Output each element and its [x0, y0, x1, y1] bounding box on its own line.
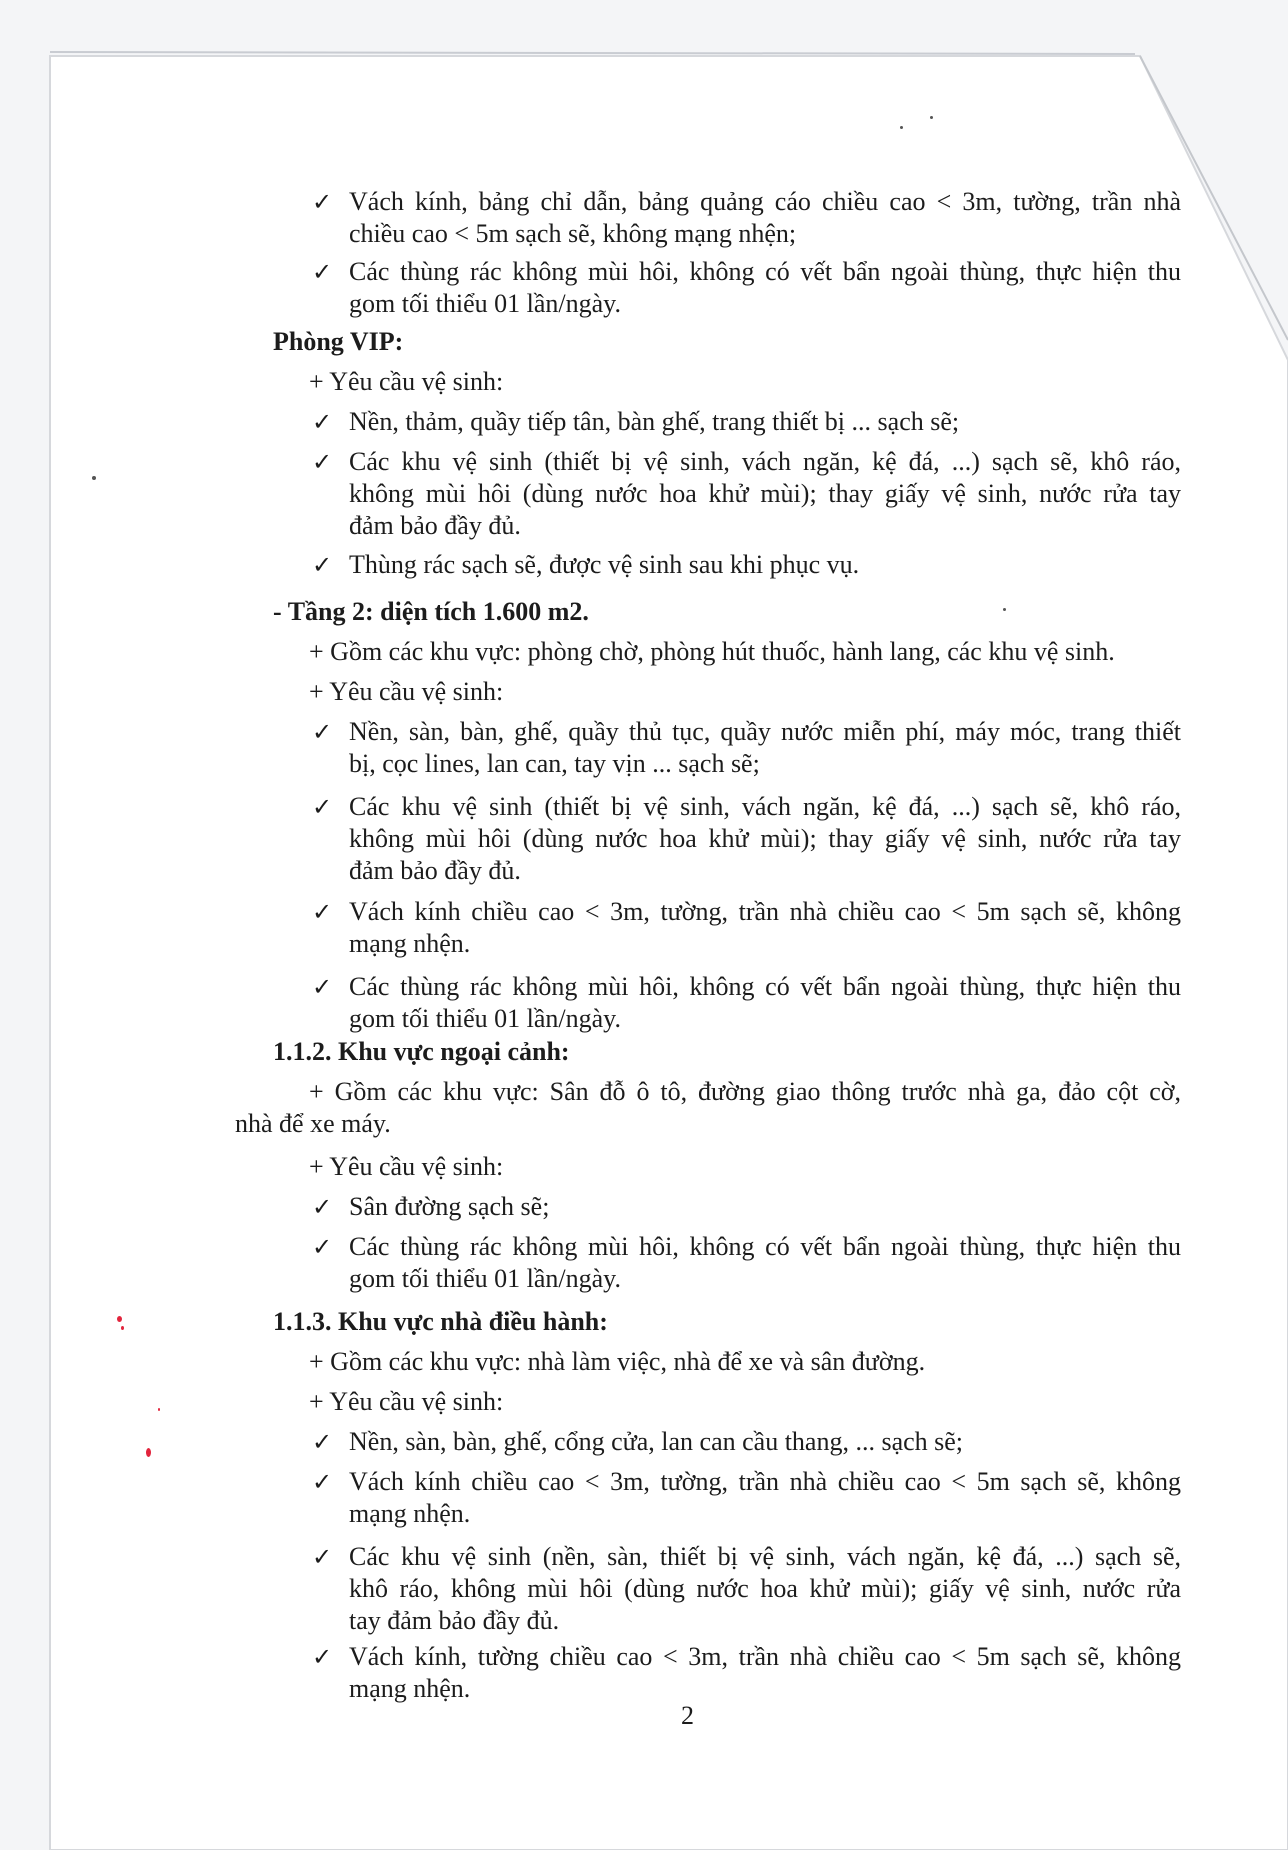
text-line: Vách kính, tường chiều cao < 3m, trần nhà chiều cao < 5m sạch sẽ, không [349, 1642, 1181, 1671]
checkmark-icon: ✓ [312, 188, 333, 216]
text-line: nhà để xe máy. [235, 1109, 391, 1138]
text-line: Sân đường sạch sẽ; [349, 1192, 550, 1221]
red-ink-mark [146, 1448, 151, 1457]
heading-text: Phòng VIP: [273, 327, 404, 356]
red-ink-mark [158, 1408, 160, 1411]
checkmark-icon: ✓ [312, 1233, 333, 1261]
text-line: bị, cọc lines, lan can, tay vịn ... sạch sẽ; [349, 749, 760, 778]
text-line: đảm bảo đầy đủ. [349, 856, 521, 885]
text-line: + Yêu cầu vệ sinh: [309, 367, 504, 396]
text-line: Các thùng rác không mùi hôi, không có vết bẩn ngoài thùng, thực hiện thu [349, 972, 1181, 1001]
text-line: + Gồm các khu vực: phòng chờ, phòng hút thuốc, hành lang, các khu vệ sinh. [309, 637, 1115, 666]
text-line: mạng nhện. [349, 1499, 471, 1528]
scan-speck [930, 116, 933, 119]
page-number: 2 [681, 1701, 694, 1730]
text-line: Các thùng rác không mùi hôi, không có vết bẩn ngoài thùng, thực hiện thu [349, 257, 1181, 286]
text-line: + Yêu cầu vệ sinh: [309, 1152, 504, 1181]
text-line: Các khu vệ sinh (thiết bị vệ sinh, vách ngăn, kệ đá, ...) sạch sẽ, khô ráo, [349, 447, 1181, 476]
checkmark-icon: ✓ [312, 718, 333, 746]
text-line: + Gồm các khu vực: Sân đỗ ô tô, đường giao thông trước nhà ga, đảo cột cờ, [309, 1077, 1181, 1106]
text-line: Các khu vệ sinh (thiết bị vệ sinh, vách ngăn, kệ đá, ...) sạch sẽ, khô ráo, [349, 792, 1181, 821]
text-line: Thùng rác sạch sẽ, được vệ sinh sau khi phục vụ. [349, 550, 860, 579]
scan-speck [1003, 608, 1006, 611]
text-line: đảm bảo đầy đủ. [349, 511, 521, 540]
text-line: mạng nhện. [349, 929, 471, 958]
heading-text: 1.1.3. Khu vực nhà điều hành: [273, 1307, 608, 1336]
text-line: + Gồm các khu vực: nhà làm việc, nhà để xe và sân đường. [309, 1347, 926, 1376]
checkmark-icon: ✓ [312, 793, 333, 821]
scan-speck [900, 126, 903, 129]
heading-text: 1.1.2. Khu vực ngoại cảnh: [273, 1037, 570, 1066]
text-line: Nền, sàn, bàn, ghế, quầy thủ tục, quầy nước miễn phí, máy móc, trang thiết [349, 717, 1181, 746]
text-line: + Yêu cầu vệ sinh: [309, 677, 504, 706]
checkmark-icon: ✓ [312, 258, 333, 286]
red-ink-mark [121, 1326, 124, 1330]
text-line: Nền, thảm, quầy tiếp tân, bàn ghế, trang thiết bị ... sạch sẽ; [349, 407, 960, 436]
text-line: không mùi hôi (dùng nước hoa khử mùi); thay giấy vệ sinh, nước rửa tay [349, 824, 1181, 853]
text-line: + Yêu cầu vệ sinh: [309, 1387, 504, 1416]
red-ink-mark [117, 1316, 122, 1322]
text-line: Các thùng rác không mùi hôi, không có vết bẩn ngoài thùng, thực hiện thu [349, 1232, 1181, 1261]
text-line: không mùi hôi (dùng nước hoa khử mùi); thay giấy vệ sinh, nước rửa tay [349, 479, 1181, 508]
text-line: mạng nhện. [349, 1674, 471, 1703]
checkmark-icon: ✓ [312, 1543, 333, 1571]
checkmark-icon: ✓ [312, 898, 333, 926]
text-line: Vách kính chiều cao < 3m, tường, trần nhà chiều cao < 5m sạch sẽ, không [349, 897, 1181, 926]
text-line: Vách kính chiều cao < 3m, tường, trần nhà chiều cao < 5m sạch sẽ, không [349, 1467, 1181, 1496]
checkmark-icon: ✓ [312, 1468, 333, 1496]
text-line: Nền, sàn, bàn, ghế, cổng cửa, lan can cầu thang, ... sạch sẽ; [349, 1427, 964, 1456]
heading-text: - Tầng 2: diện tích 1.600 m2. [273, 597, 589, 626]
scan-speck [92, 476, 96, 480]
text-line: gom tối thiểu 01 lần/ngày. [349, 1264, 621, 1293]
checkmark-icon: ✓ [312, 551, 333, 579]
checkmark-icon: ✓ [312, 1193, 333, 1221]
checkmark-icon: ✓ [312, 1428, 333, 1456]
text-line: gom tối thiểu 01 lần/ngày. [349, 289, 621, 318]
text-line: Vách kính, bảng chỉ dẫn, bảng quảng cáo chiều cao < 3m, tường, trần nhà [349, 187, 1181, 216]
text-line: gom tối thiểu 01 lần/ngày. [349, 1004, 621, 1033]
text-line: chiều cao < 5m sạch sẽ, không mạng nhện; [349, 219, 797, 248]
checkmark-icon: ✓ [312, 408, 333, 436]
text-line: tay đảm bảo đầy đủ. [349, 1606, 560, 1635]
checkmark-icon: ✓ [312, 448, 333, 476]
checkmark-icon: ✓ [312, 973, 333, 1001]
text-line: Các khu vệ sinh (nền, sàn, thiết bị vệ sinh, vách ngăn, kệ đá, ...) sạch sẽ, [349, 1542, 1181, 1571]
checkmark-icon: ✓ [312, 1643, 333, 1671]
text-line: khô ráo, không mùi hôi (dùng nước hoa khử mùi); giấy vệ sinh, nước rửa [349, 1574, 1181, 1603]
